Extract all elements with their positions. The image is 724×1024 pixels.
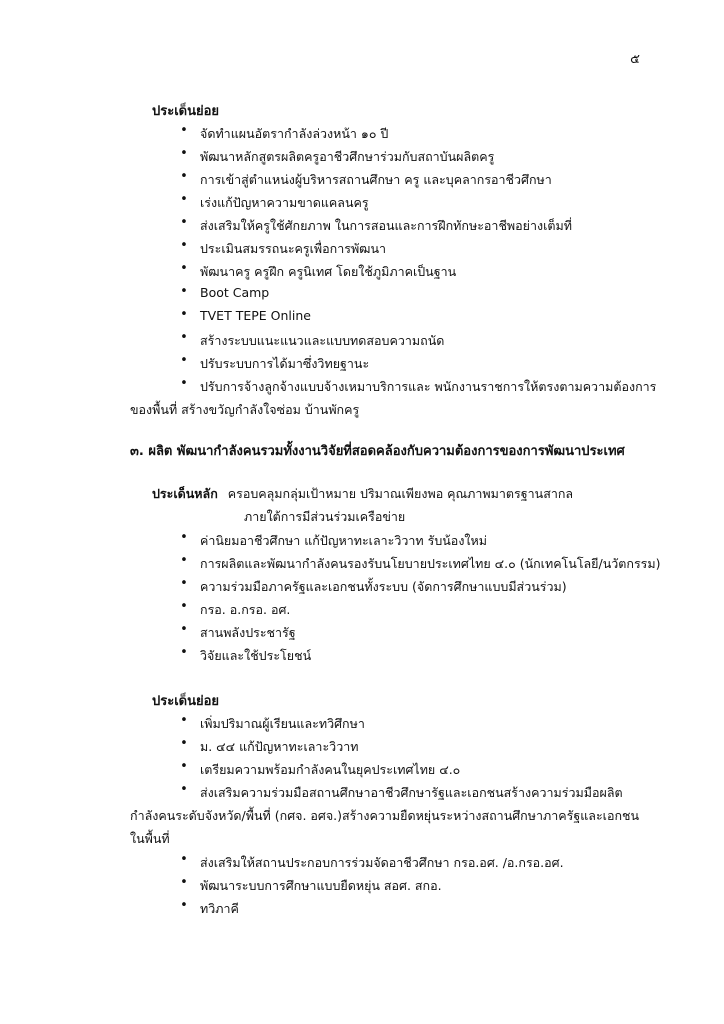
bullet-icon: • — [180, 553, 188, 568]
list-item: สานพลังประชารัฐ — [200, 625, 296, 640]
bullet-icon: • — [180, 146, 188, 161]
main-point-text: ครอบคลุมกลุ่มเป้าหมาย ปริมาณเพียงพอ คุณภาพมาตรฐานสากล — [227, 486, 574, 501]
list-item: ความร่วมมือภาครัฐและเอกชนทั้งระบบ (จัดการศึกษาแบบมีส่วนร่วม) — [200, 579, 567, 594]
bullet-icon: • — [180, 736, 188, 751]
list-item: ส่งเสริมให้สถานประกอบการร่วมจัดอาชีวศึกษา กรอ.อศ. /อ.กรอ.อศ. — [200, 855, 564, 870]
bullet-icon: • — [180, 759, 188, 774]
list-item: เตรียมความพร้อมกำลังคนในยุคประเทศไทย ๔.๐ — [200, 762, 461, 777]
bullet-icon: • — [180, 713, 188, 728]
list-item-long-line2: กำลังคนระดับจังหวัด/พื้นที่ (กศจ. อศจ.)สร้างความยืดหยุ่นระหว่างสถานศึกษาภาครัฐและเอกชน — [130, 808, 640, 823]
bullet-icon: • — [180, 530, 188, 545]
main-point-line2: ภายใต้การมีส่วนร่วมเครือข่าย — [244, 509, 406, 524]
list-item: ค่านิยมอาชีวศึกษา แก้ปัญหาทะเลาะวิวาท รับน้องใหม่ — [200, 533, 487, 548]
list-item: ม. ๔๔ แก้ปัญหาทะเลาะวิวาท — [200, 739, 359, 754]
sub-heading-3: ประเด็นย่อย — [152, 694, 220, 709]
list-item: ประเมินสมรรถนะครูเพื่อการพัฒนา — [200, 241, 387, 256]
bullet-icon: • — [180, 307, 188, 322]
bullet-icon: • — [180, 284, 188, 299]
bullet-icon: • — [180, 599, 188, 614]
list-item: พัฒนาครู ครูฝึก ครูนิเทศ โดยใช้ภูมิภาคเป็นฐาน — [200, 264, 457, 279]
section-title: ๓. ผลิต พัฒนากำลังคนรวมทั้งงานวิจัยที่สอดคล้องกับความต้องการของการพัฒนาประเทศ — [130, 444, 625, 459]
list-item: ปรับระบบการได้มาซึ่งวิทยฐานะ — [200, 356, 370, 371]
list-item-long-line2: ของพื้นที่ สร้างขวัญกำลังใจซ่อม บ้านพักครู — [130, 402, 360, 417]
bullet-icon: • — [180, 622, 188, 637]
list-item: จัดทำแผนอัตรากำลังล่วงหน้า ๑๐ ปี — [200, 126, 389, 141]
bullet-icon: • — [180, 238, 188, 253]
list-item-long-line3: ในพื้นที่ — [130, 831, 170, 846]
list-item: พัฒนาระบบการศึกษาแบบยืดหยุ่น สอศ. สกอ. — [200, 878, 442, 893]
bullet-icon: • — [180, 330, 188, 345]
list-item: เพิ่มปริมาณผู้เรียนและทวิศึกษา — [200, 716, 365, 731]
list-item-long-line1: ปรับการจ้างลูกจ้างแบบจ้างเหมาบริการและ พนักงานราชการให้ตรงตามความต้องการ — [200, 379, 657, 394]
bullet-icon: • — [180, 123, 188, 138]
list-item: การผลิตและพัฒนากำลังคนรองรับนโยบายประเทศไทย ๔.๐ (นักเทคโนโลยี/นวัตกรรม) — [200, 556, 661, 571]
list-item: พัฒนาหลักสูตรผลิตครูอาชีวศึกษาร่วมกับสถาบันผลิตครู — [200, 149, 495, 164]
sub-heading-1: ประเด็นย่อย — [152, 104, 220, 119]
bullet-icon: • — [180, 645, 188, 660]
bullet-icon: • — [180, 852, 188, 867]
list-item: TVET TEPE Online — [200, 308, 311, 323]
bullet-icon: • — [180, 192, 188, 207]
list-item: สร้างระบบแนะแนวและแบบทดสอบความถนัด — [200, 333, 445, 348]
bullet-icon: • — [180, 215, 188, 230]
bullet-icon: • — [180, 875, 188, 890]
list-item: การเข้าสู่ตำแหน่งผู้บริหารสถานศึกษา ครู และบุคลากรอาชีวศึกษา — [200, 172, 552, 187]
bullet-icon: • — [180, 169, 188, 184]
list-item: เร่งแก้ปัญหาความขาดแคลนครู — [200, 195, 369, 210]
main-point-label: ประเด็นหลัก — [152, 486, 218, 501]
bullet-icon: • — [180, 898, 188, 913]
list-item: ทวิภาคี — [200, 901, 239, 916]
list-item-long-line1: ส่งเสริมความร่วมมือสถานศึกษาอาชีวศึกษารัฐและเอกชนสร้างความร่วมมือผลิต — [200, 785, 623, 800]
main-point-line1 — [152, 484, 573, 504]
list-item: วิจัยและใช้ประโยชน์ — [200, 648, 312, 663]
bullet-icon: • — [180, 576, 188, 591]
bullet-icon: • — [180, 261, 188, 276]
list-item: Boot Camp — [200, 285, 270, 300]
list-item: ส่งเสริมให้ครูใช้ศักยภาพ ในการสอนและการฝึกทักษะอาชีพอย่างเต็มที่ — [200, 218, 572, 233]
bullet-icon: • — [180, 782, 188, 797]
bullet-icon: • — [180, 376, 188, 391]
page-number: ๕ — [630, 52, 640, 67]
list-item: กรอ. อ.กรอ. อศ. — [200, 602, 291, 617]
bullet-icon: • — [180, 353, 188, 368]
